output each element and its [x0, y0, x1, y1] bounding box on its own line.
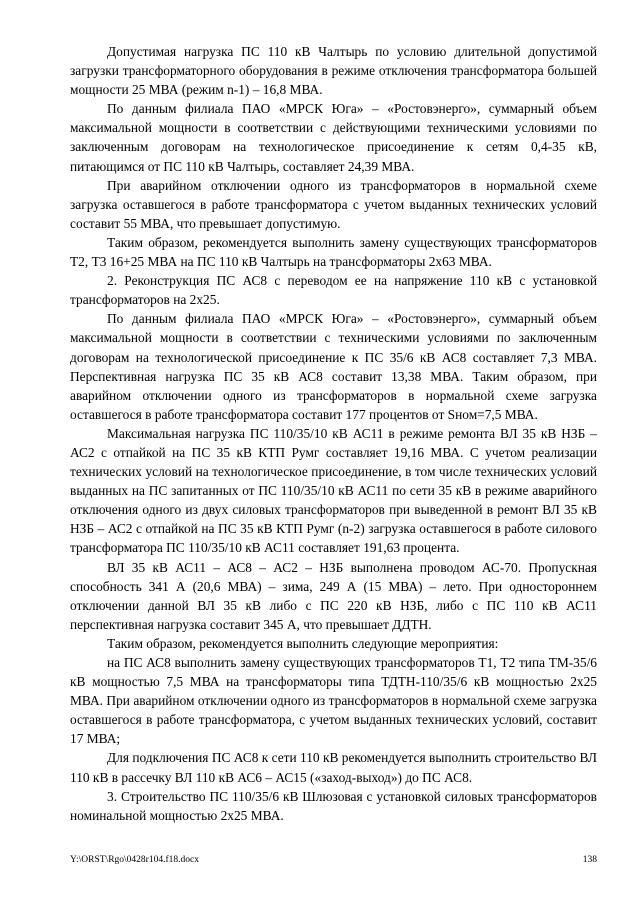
paragraph: Таким образом, рекомендуется выполнить замену существующих трансформаторов Т2, Т3 16+25 МВА на ПС 110 кВ Чалтырь на трансформаторы 2х63 МВА.: [70, 234, 597, 270]
page-number: 138: [582, 855, 597, 865]
paragraph: По данным филиала ПАО «МРСК Юга» – «Ростовэнерго», суммарный объем максимальной мощности в соответствии с действующими техническими условиями по заключенным договорам на технологическое присоединение к сетям 0,4-35 кВ, питающимся от ПС 110 кВ Чалтырь, составляет 24,39 МВА.: [70, 101, 597, 174]
document-body: [70, 42, 597, 825]
paragraph: на ПС АС8 выполнить замену существующих трансформаторов Т1, Т2 типа ТМ-35/6 кВ мощностью 7,5 МВА на трансформаторы типа ТДТН-110/35/6 кВ мощностью 2х25 МВА. При аварийном отключении одного из трансформаторов в нормальной схеме загрузка оставшегося в работе трансформатора, с учетом выданных технических условий, составит 17 МВА;: [70, 655, 597, 747]
paragraph: Таким образом, рекомендуется выполнить следующие мероприятия:: [107, 635, 499, 651]
paragraph: По данным филиала ПАО «МРСК Юга» – «Ростовэнерго», суммарный объем максимальной мощности в соответствии с техническими условиями по заключенным договорам на технологической присоединение к ПС 35/6 кВ АС8 составляет 7,3 МВА. Перспективная нагрузка ПС 35 кВ АС8 составит 13,38 МВА. Таким образом, при аварийном отключении одного из трансформаторов в нормальной схеме загрузка оставшегося в работе трансформатора составит 177 процентов от Sном=7,5 МВА.: [70, 311, 597, 422]
footer-file-path: Y:\ORST\Rgo\0428r104.f18.docx: [70, 855, 199, 865]
paragraph: Максимальная нагрузка ПС 110/35/10 кВ АС11 в режиме ремонта ВЛ 35 кВ НЗБ – АС2 с отпайкой на ПС 35 кВ КТП Румг составляет 19,16 МВА. С учетом реализации технических условий на технологическое присоединение, в том числе технических условий выданных на ПС запитанных от ПС 110/35/10 кВ АС11 по сети 35 кВ в режиме аварийного отключения одного из двух силовых трансформаторов при выведенной в ремонт ВЛ 35 кВ НЗБ – АС2 с отпайкой на ПС 35 кВ КТП Румг (n-2) загрузка оставшегося в работе силового трансформатора ПС 110/35/10 кВ АС11 составляет 191,63 процента.: [70, 425, 597, 556]
section-heading-paragraph: 3. Строительство ПС 110/35/6 кВ Шлюзовая с установкой силовых трансформаторов номинальной мощностью 2х25 МВА.: [70, 788, 597, 823]
section-heading-paragraph: 2. Реконструкция ПС АС8 с переводом ее на напряжение 110 кВ с установкой трансформаторов на 2х25.: [70, 273, 597, 308]
paragraph: Допустимая нагрузка ПС 110 кВ Чалтырь по условию длительной допустимой загрузки трансформаторного оборудования в режиме отключения трансформатора большей мощности 25 МВА (режим n-1) – 16,8 МВА.: [70, 44, 597, 98]
page-footer: [70, 853, 597, 867]
paragraph: ВЛ 35 кВ АС11 – АС8 – АС2 – НЗБ выполнена проводом АС-70. Пропускная способность 341 А (20,6 МВА) – зима, 249 А (15 МВА) – лето. При одностороннем отключении данной ВЛ 35 кВ либо с ПС 220 кВ НЗБ, либо с ПС 110 кВ АС11 перспективная нагрузка составит 345 А, что превышает ДДТН.: [70, 559, 597, 632]
paragraph: При аварийном отключении одного из трансформаторов в нормальной схеме загрузка оставшегося в работе трансформатора с учетом выданных технических условий составит 55 МВА, что превышает допустимую.: [70, 177, 597, 231]
paragraph: Для подключения ПС АС8 к сети 110 кВ рекомендуется выполнить строительство ВЛ 110 кВ в рассечку ВЛ 110 кВ АС6 – АС15 («заход-выход») до ПС АС8.: [70, 750, 597, 785]
